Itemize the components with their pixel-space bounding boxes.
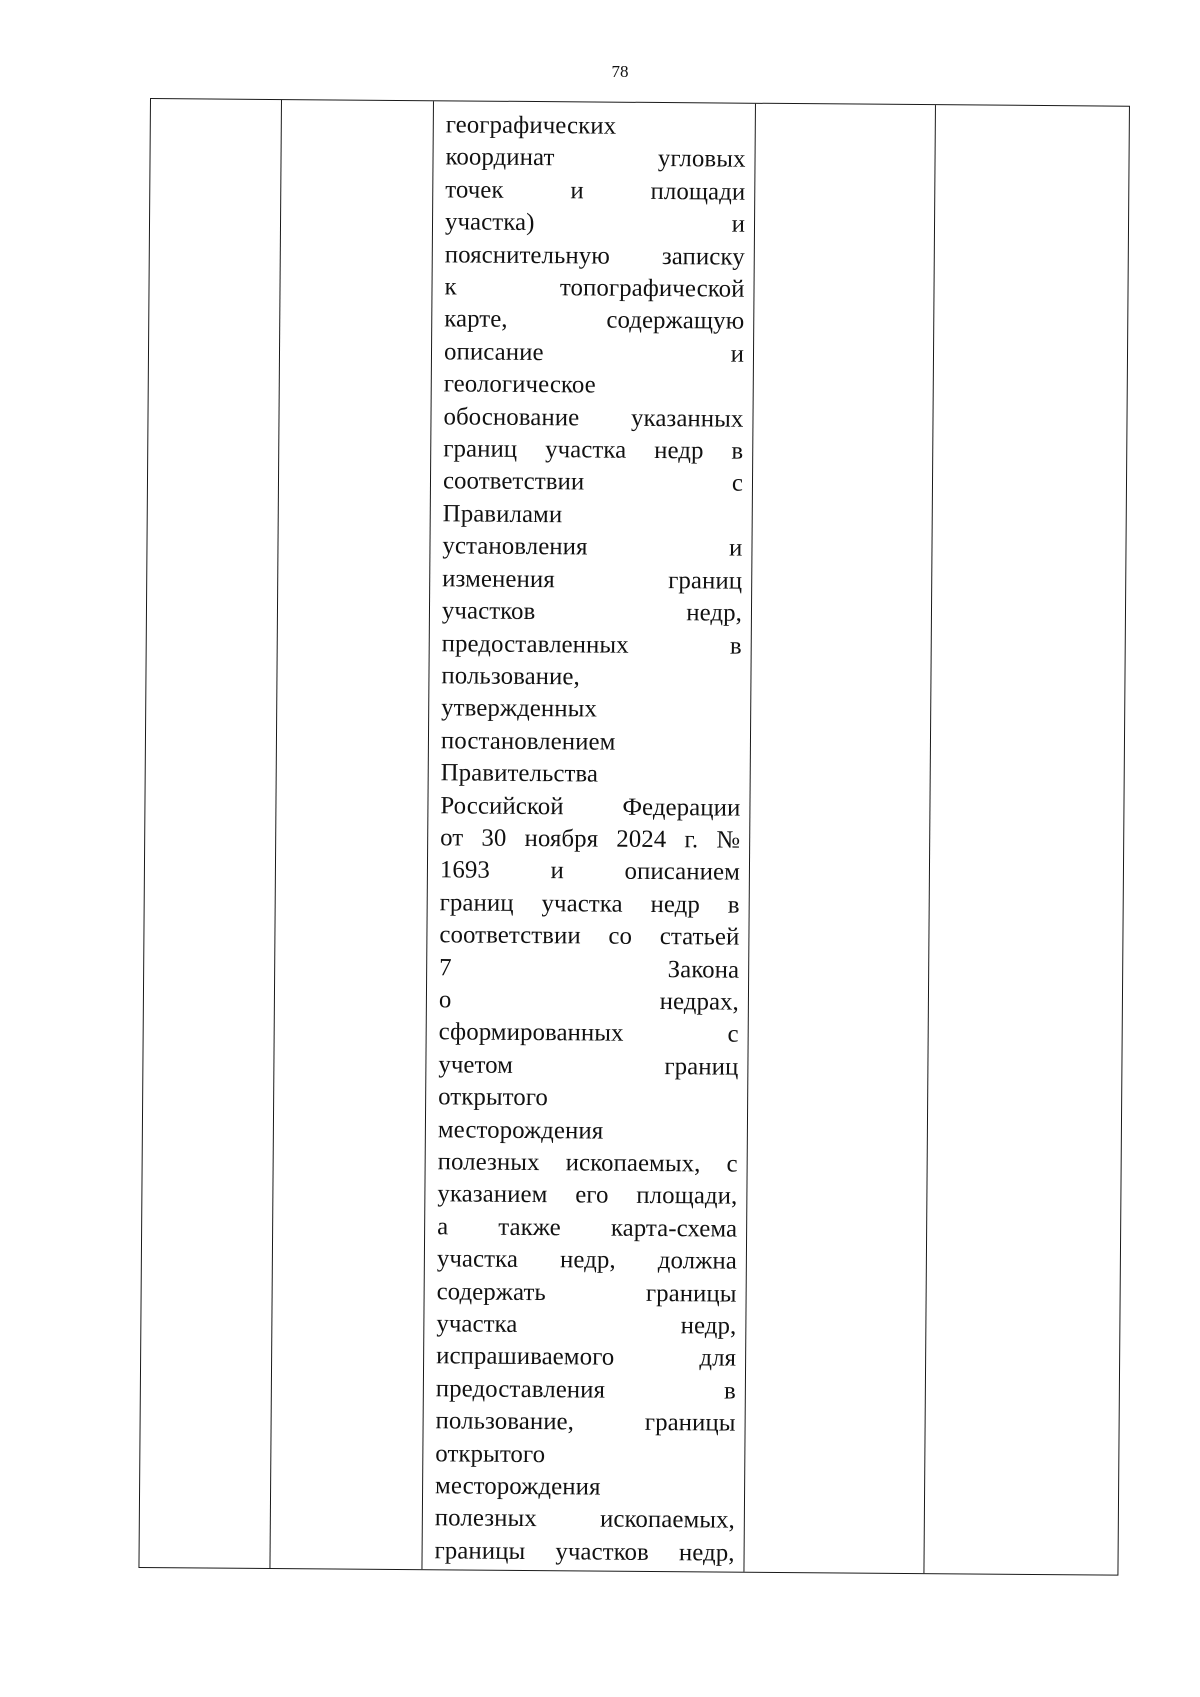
- text-word: предоставления: [435, 1375, 606, 1404]
- text-word: месторождения: [435, 1472, 601, 1501]
- text-line: [435, 1503, 735, 1538]
- text-line: [441, 660, 741, 695]
- table-cell-col-1: [139, 99, 281, 1568]
- text-word: полезных: [437, 1148, 540, 1177]
- text-word: со: [608, 922, 633, 950]
- text-word: площади: [650, 177, 746, 206]
- text-word: с: [727, 1020, 739, 1049]
- text-word: координат: [445, 143, 555, 172]
- text-word: пользование,: [435, 1407, 575, 1436]
- text-word: записку: [661, 242, 745, 271]
- text-word: и: [570, 177, 584, 205]
- text-word: недр,: [686, 599, 743, 627]
- text-word: точек: [445, 176, 504, 204]
- text-line: [444, 304, 744, 339]
- text-word: площади,: [636, 1182, 738, 1211]
- text-word: участка: [545, 436, 627, 464]
- text-line: [444, 336, 744, 371]
- text-line: [436, 1373, 736, 1408]
- text-line: [442, 628, 742, 663]
- text-word: географических: [445, 111, 617, 140]
- table-cell-col-2: [269, 100, 433, 1569]
- text-word: карта-схема: [610, 1214, 738, 1243]
- text-word: ноября: [524, 824, 599, 853]
- text-line: [438, 1114, 738, 1149]
- text-word: пользование,: [441, 662, 580, 691]
- text-word: и: [728, 534, 743, 562]
- text-word: участков: [555, 1538, 649, 1566]
- text-word: геологическое: [443, 370, 596, 399]
- text-word: о: [438, 986, 452, 1014]
- text-line: [443, 433, 743, 468]
- text-word: недр,: [680, 1312, 737, 1340]
- text-line: [440, 887, 740, 922]
- text-word: Закона: [667, 955, 740, 984]
- text-word: с: [731, 470, 744, 498]
- text-word: открытого: [438, 1083, 549, 1112]
- text-line: [443, 466, 743, 501]
- text-word: обоснование: [443, 402, 580, 432]
- text-line: [434, 1535, 734, 1570]
- text-line: [442, 531, 742, 566]
- text-line: [440, 790, 740, 825]
- text-word: описанием: [624, 858, 741, 887]
- text-word: в: [727, 891, 740, 919]
- text-word: Правилами: [442, 500, 563, 529]
- text-word: в: [729, 632, 742, 660]
- text-word: недр,: [678, 1539, 735, 1567]
- text-word: соответствии: [442, 467, 585, 496]
- text-line: [442, 563, 742, 598]
- text-word: его: [575, 1181, 609, 1210]
- text-line: [443, 401, 743, 436]
- text-line: [437, 1276, 737, 1311]
- text-line: [439, 919, 739, 954]
- text-word: сформированных: [438, 1018, 624, 1048]
- text-word: соответствии: [439, 921, 581, 950]
- text-word: недр,: [559, 1246, 616, 1274]
- text-line: [445, 207, 745, 242]
- text-word: 7: [439, 953, 452, 981]
- text-word: 30: [481, 824, 507, 852]
- text-word: указанием: [437, 1180, 548, 1209]
- text-word: недр: [650, 890, 701, 919]
- text-line: [438, 1049, 738, 1084]
- text-word: должна: [657, 1247, 737, 1275]
- text-line: [439, 952, 739, 987]
- text-word: и: [731, 210, 746, 238]
- text-word: полезных: [434, 1504, 537, 1533]
- text-line: [435, 1470, 735, 1505]
- text-line: [444, 369, 744, 404]
- text-line: [441, 725, 741, 760]
- text-word: Федерации: [622, 793, 741, 822]
- text-line: [435, 1406, 735, 1441]
- text-line: [439, 984, 739, 1019]
- text-word: предоставленных: [441, 629, 629, 659]
- text-line: [444, 271, 744, 306]
- text-word: утвержденных: [441, 694, 598, 723]
- text-line: [440, 822, 740, 857]
- text-word: границы: [645, 1279, 737, 1308]
- text-word: участка): [444, 208, 535, 237]
- text-word: границы: [434, 1537, 526, 1565]
- text-word: содержать: [436, 1277, 547, 1306]
- text-word: 2024: [616, 825, 667, 854]
- text-line: [441, 757, 741, 792]
- text-line: [443, 498, 743, 533]
- text-line: [441, 693, 741, 728]
- text-line: [440, 855, 740, 890]
- text-word: участка: [541, 889, 623, 918]
- text-word: топографической: [559, 274, 745, 303]
- text-word: участков: [441, 597, 536, 626]
- text-line: [435, 1438, 735, 1473]
- text-word: недрах,: [659, 987, 740, 1016]
- text-line: [436, 1341, 736, 1376]
- text-line: [446, 109, 746, 144]
- page-number: 78: [611, 62, 629, 81]
- text-word: угловых: [657, 145, 746, 174]
- text-word: в: [731, 437, 744, 465]
- text-word: открытого: [435, 1439, 546, 1468]
- text-word: статьей: [659, 923, 740, 951]
- text-word: установления: [442, 532, 588, 561]
- text-word: месторождения: [437, 1115, 604, 1145]
- text-word: карте,: [444, 305, 508, 334]
- table-cell-col-5: [923, 105, 1129, 1574]
- text-word: для: [699, 1344, 737, 1373]
- text-line: [437, 1211, 737, 1246]
- text-word: г.: [684, 826, 699, 854]
- text-line: [439, 1017, 739, 1052]
- text-line: [445, 174, 745, 209]
- text-word: ископаемых,: [565, 1149, 701, 1178]
- text-word: с: [726, 1150, 738, 1178]
- text-line: [436, 1308, 736, 1343]
- text-word: постановлением: [440, 727, 616, 756]
- text-word: описание: [443, 338, 544, 366]
- text-line: [438, 1081, 738, 1116]
- text-word: в: [723, 1377, 736, 1405]
- text-word: границы: [644, 1409, 736, 1437]
- text-word: пояснительную: [444, 240, 611, 270]
- table-cell-col-4: [743, 104, 935, 1573]
- text-word: указанных: [631, 404, 744, 433]
- text-word: учетом: [438, 1051, 514, 1079]
- text-word: испрашиваемого: [436, 1342, 615, 1372]
- text-word: недр: [654, 437, 704, 465]
- text-word: и: [730, 340, 745, 368]
- text-word: границ: [439, 889, 514, 917]
- text-word: 1693: [439, 856, 491, 885]
- text-line: [442, 595, 742, 630]
- text-word: от: [440, 824, 464, 852]
- text-word: границ: [668, 566, 743, 595]
- text-word: участка: [436, 1310, 518, 1338]
- text-word: также: [498, 1213, 561, 1242]
- requirements-text: [434, 109, 745, 1570]
- text-line: [437, 1244, 737, 1279]
- text-word: содержащую: [606, 307, 745, 336]
- document-table: [138, 98, 1130, 1576]
- text-word: и: [550, 857, 565, 885]
- text-word: границ: [443, 435, 518, 463]
- text-word: №: [716, 826, 741, 854]
- text-word: Правительства: [440, 759, 599, 788]
- text-word: участка: [436, 1245, 519, 1274]
- text-word: ископаемых,: [599, 1506, 735, 1535]
- text-word: границ: [664, 1052, 739, 1081]
- text-word: к: [444, 273, 457, 301]
- text-line: [445, 142, 745, 177]
- text-word: изменения: [442, 564, 555, 593]
- text-line: [438, 1146, 738, 1181]
- text-word: а: [437, 1213, 449, 1241]
- text-line: [437, 1179, 737, 1214]
- text-word: Российской: [440, 791, 564, 820]
- text-line: [445, 239, 745, 274]
